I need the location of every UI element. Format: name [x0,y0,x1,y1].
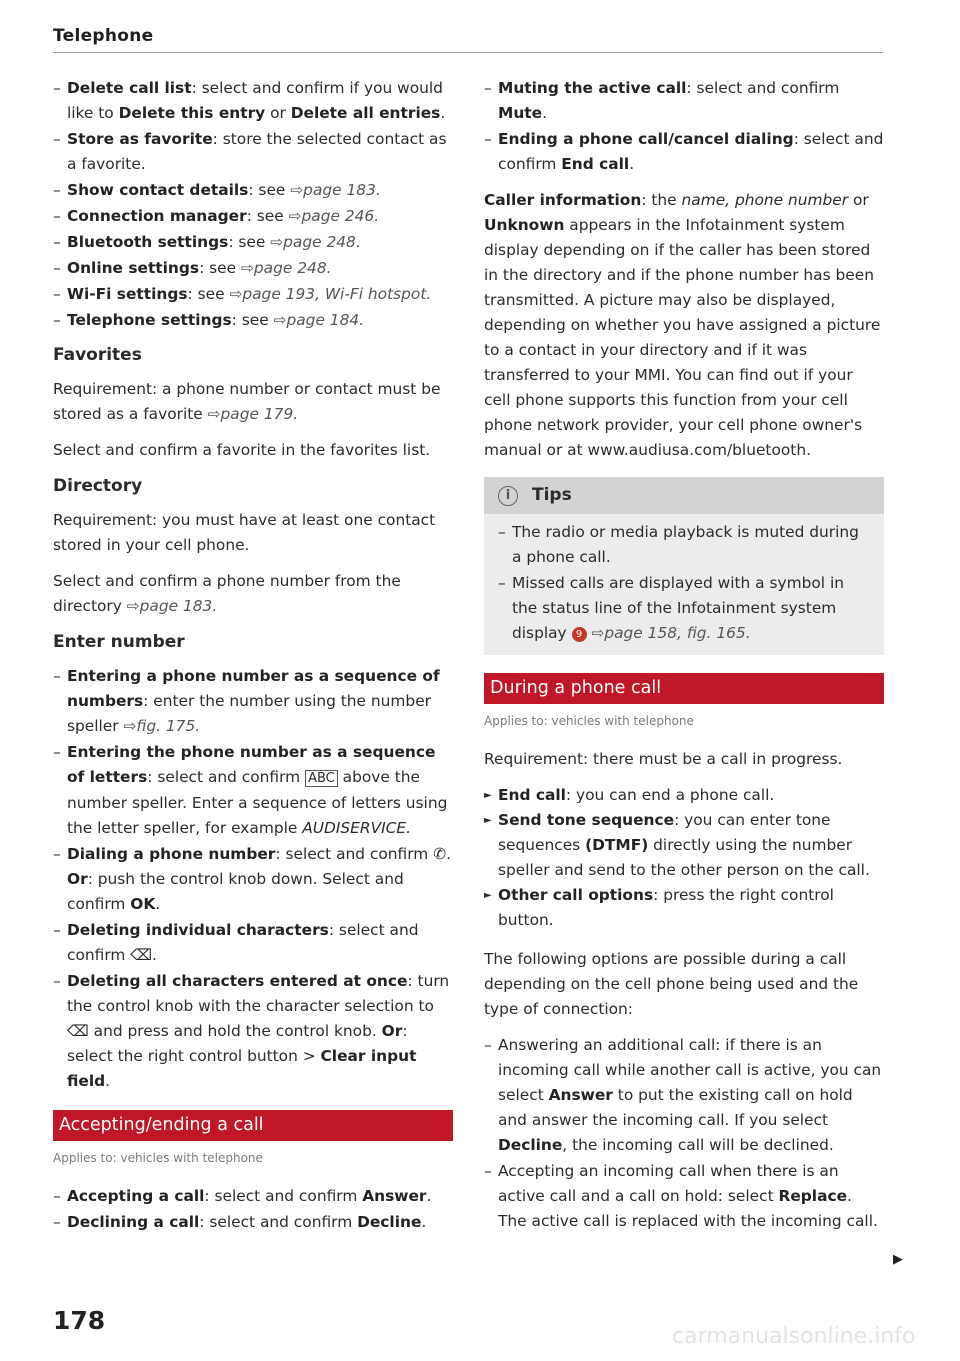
item-text: : select and confirm [204,1187,363,1205]
item-text: : see [231,311,274,329]
page-number: 178 [53,1306,106,1335]
caller-information-paragraph [484,188,884,463]
list-item [53,256,453,281]
item-text: . [155,895,161,913]
paragraph-text: : the [641,191,682,209]
item-label: Connection manager [67,207,247,225]
item-text: : push the control knob down. Select and confirm [67,870,404,913]
section-heading-directory: Directory [53,476,143,496]
ok-label: OK [130,895,156,913]
page-reference-link[interactable]: ⇨page 193, Wi-Fi hotspot. [229,285,432,303]
item-label: Other call options [498,886,654,904]
item-label: Deleting all characters entered at once [67,972,408,990]
paragraph-text: Requirement: a phone number or contact must be stored as a favorite [53,380,441,423]
action-item [484,883,884,933]
or-label: Or [67,870,88,888]
example-text: AUDISERVICE. [302,819,412,837]
item-text: : select and confirm ✆. [275,845,451,863]
answer-label: Answer [362,1187,427,1205]
unknown-label: Unknown [484,216,565,234]
item-text: : you can enter tone sequences [498,811,831,854]
watermark: carmanualsonline.info [672,1324,916,1349]
list-item [53,178,453,203]
item-text: : store the selected contact as a favorite. [67,130,447,173]
left-column [53,76,453,1236]
item-text: . [105,1072,111,1090]
applies-to-note: Applies to: vehicles with telephone [484,714,694,728]
item-label: Store as favorite [67,130,213,148]
item-text: . [426,1187,432,1205]
item-label: Dialing a phone number [67,845,276,863]
tip-item [498,571,870,646]
caller-information-label: Caller information [484,191,642,209]
page-reference-link[interactable]: ⇨page 246. [288,207,380,225]
list-item [53,76,453,126]
decline-label: Decline [498,1136,563,1154]
list-item [53,842,453,917]
item-text: : select and confirm ⌫. [67,921,419,964]
item-text: . [542,104,547,122]
paragraph [53,569,453,619]
item-text: : turn the control knob with the character selection to ⌫ and press and hold the control knob. [67,972,450,1040]
tips-body [484,514,884,646]
paragraph-text: or [848,191,869,209]
list-item [484,127,884,177]
list-item [53,918,453,968]
item-label: Declining a call [67,1213,200,1231]
item-label: Telephone settings [67,311,232,329]
item-text: : select and confirm [686,79,840,97]
page-header-title: Telephone [53,26,154,46]
list-item [53,740,453,841]
or-label: Or [381,1022,403,1040]
section-heading-favorites: Favorites [53,345,142,365]
abc-key: ABC [305,770,338,787]
item-text: . [440,104,446,122]
item-text: . [629,155,635,173]
item-text: : select the right control button > [67,1022,408,1065]
list-item [53,282,453,307]
figure-reference-link[interactable]: ⇨fig. 175. [123,717,201,735]
item-text: . [421,1213,427,1231]
page-reference-link[interactable]: ⇨page 158, fig. 165. [586,624,751,642]
paragraph: Select and confirm a favorite in the favorites list. [53,441,431,459]
header-divider [53,52,883,53]
item-text: Answering an additional call: if there is an incoming call while another call is active, you can select [498,1036,882,1104]
item-text: : enter the number using the number speller [67,692,431,735]
decline-label: Decline [357,1213,422,1231]
item-label: Entering the phone number as a sequence of letters [67,743,436,786]
item-text: : select and confirm [199,1213,358,1231]
item-label: Entering a phone number as a sequence of numbers [67,667,440,710]
list-item [53,664,453,739]
list-item [53,127,453,177]
item-text: to put the existing call on hold and answer the incoming call. If you select [498,1086,853,1129]
item-text: , the incoming call will be declined. [562,1136,834,1154]
list-item [53,969,453,1094]
item-text: : you can end a phone call. [565,786,775,804]
tip-text: Missed calls are displayed with a symbol in the status line of the Infotainment system display [512,574,845,642]
answer-label: Answer [548,1086,613,1104]
page-reference-link[interactable]: ⇨page 248. [241,259,332,277]
item-text: or [265,104,291,122]
section-banner-during-call: During a phone call [484,673,884,704]
list-item [53,1210,453,1235]
mute-label: Mute [498,104,543,122]
paragraph [53,377,453,427]
paragraph: Requirement: there must be a call in progress. [484,750,843,768]
item-text: above the number speller. Enter a sequence of letters using the letter speller, for example [67,768,448,837]
item-label: End call [498,786,566,804]
info-icon: i [498,486,518,506]
item-text: : select and confirm [498,130,884,173]
tips-box [484,477,884,655]
item-label: Deleting individual characters [67,921,329,939]
item-label: Muting the active call [498,79,687,97]
item-bold: Delete this entry [118,104,266,122]
paragraph-text: Select and confirm a phone number from the directory [53,572,401,615]
replace-label: Replace [778,1187,848,1205]
list-item [484,1033,884,1158]
list-item [53,308,453,333]
item-label: Online settings [67,259,200,277]
item-label: Send tone sequence [498,811,675,829]
item-text: : see [187,285,230,303]
item-text: : see [248,181,291,199]
paragraph-italic: name, phone number [681,191,849,209]
item-text: : press the right control button. [498,886,834,929]
item-label: Bluetooth settings [67,233,229,251]
action-item [484,808,884,883]
page-reference-link[interactable]: ⇨page 248. [270,233,361,251]
paragraph: The following options are possible during a call depending on the cell phone being used and the type of connection: [484,950,859,1018]
applies-to-note: Applies to: vehicles with telephone [53,1151,263,1165]
item-text: : see [228,233,271,251]
item-text: . The active call is replaced with the incoming call. [498,1187,878,1230]
paragraph: Requirement: you must have at least one contact stored in your cell phone. [53,511,436,554]
clear-input-field-label: Clear input field [67,1047,417,1090]
dtmf-label: (DTMF) [585,836,649,854]
continue-arrow-icon: ▶ [893,1252,903,1267]
tips-heading: Tips [532,485,572,505]
item-text: directly using the number speller and send to the other person on the call. [498,836,870,879]
item-bold: Delete all entries [290,104,441,122]
page-reference-link[interactable]: ⇨page 183. [290,181,381,199]
list-item [53,204,453,229]
list-item [53,230,453,255]
item-label: Ending a phone call/cancel dialing [498,130,794,148]
end-call-label: End call [561,155,630,173]
item-text: : see [199,259,242,277]
item-text: : select and confirm if you would like to [67,79,443,122]
callout-number-icon: 9 [572,627,587,642]
item-text: : select and confirm [147,768,306,786]
page-reference-link[interactable]: ⇨page 184. [273,311,365,329]
list-item [484,76,884,126]
list-item [53,1184,453,1209]
item-label: Show contact details [67,181,249,199]
paragraph-text: appears in the Infotainment system display depending on if the caller has been stored in the directory and if the phone number has been transmitted. A picture may also be displayed, depending on whether you have assigned a picture to a contact in your directory and if it was transferred to your MMI. You can find out if your cell phone supports this function from your cell phone network provider, your cell phone owner's manual or at www.audiusa.com/bluetooth. [484,216,881,459]
section-banner-accepting-ending: Accepting/ending a call [53,1110,453,1141]
page-reference-link[interactable]: ⇨page 179. [207,405,299,423]
page-reference-link[interactable]: ⇨page 183. [126,597,218,615]
section-heading-enter-number: Enter number [53,632,185,652]
list-item [484,1159,884,1234]
action-item [484,783,884,808]
right-column [484,76,884,1235]
tip-item: – The radio or media playback is muted during a phone call. [498,520,870,570]
item-label: Wi-Fi settings [67,285,188,303]
item-text: Accepting an incoming call when there is an active call and a call on hold: select [498,1162,839,1205]
tips-header [484,477,884,514]
item-label: Delete call list [67,79,192,97]
item-label: Accepting a call [67,1187,205,1205]
item-text: : see [246,207,289,225]
